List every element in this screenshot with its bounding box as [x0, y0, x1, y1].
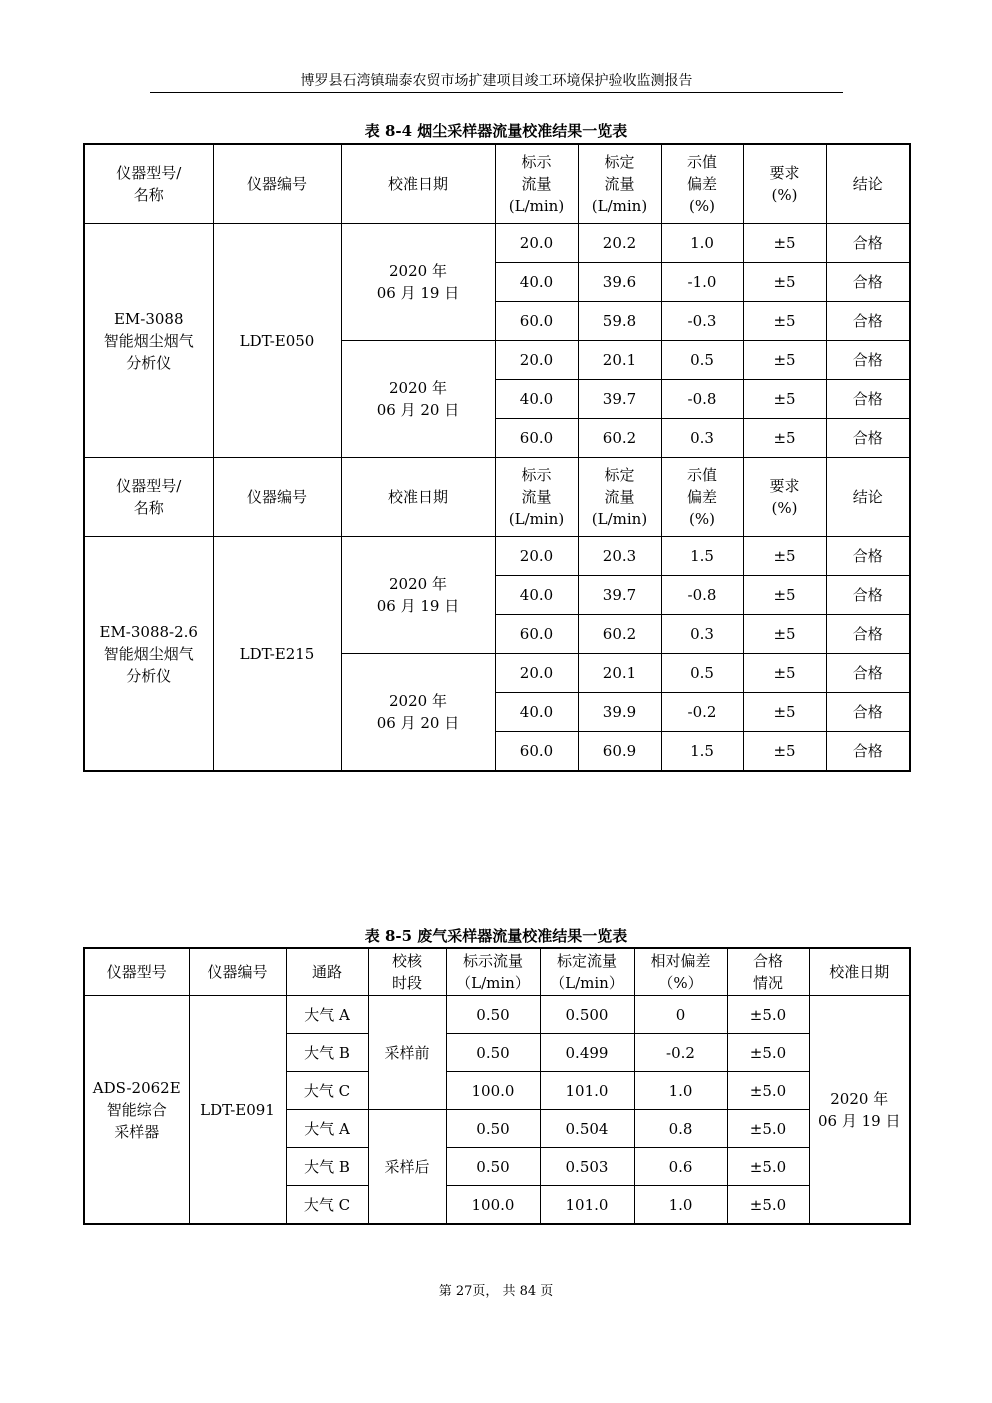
deviation-cell: -0.3	[661, 302, 743, 341]
instrument-model-cell: EM-3088 智能烟尘烟气 分析仪	[84, 224, 213, 458]
column-header: 仪器编号	[213, 144, 341, 224]
column-header: 通路	[286, 948, 368, 996]
instrument-id-cell: LDT-E091	[189, 996, 286, 1225]
nominal-flow-cell: 60.0	[495, 615, 578, 654]
channel-cell: 大气 A	[286, 1110, 368, 1148]
column-header: 仪器型号/ 名称	[84, 144, 213, 224]
nominal-flow-cell: 40.0	[495, 576, 578, 615]
table-row	[84, 224, 910, 263]
calibrated-flow-cell: 0.500	[540, 996, 634, 1034]
gas-sampler-calibration-table	[83, 947, 911, 1225]
requirement-cell: ±5	[743, 341, 826, 380]
qualification-cell: ±5.0	[727, 1072, 809, 1110]
calibrated-flow-cell: 39.6	[578, 263, 661, 302]
requirement-cell: ±5	[743, 263, 826, 302]
calibrated-flow-cell: 39.9	[578, 693, 661, 732]
column-header: 仪器编号	[189, 948, 286, 996]
column-header: 标定 流量 (L/min)	[578, 458, 661, 537]
requirement-cell: ±5	[743, 732, 826, 772]
calibrated-flow-cell: 20.3	[578, 537, 661, 576]
conclusion-cell: 合格	[826, 537, 910, 576]
conclusion-cell: 合格	[826, 224, 910, 263]
requirement-cell: ±5	[743, 615, 826, 654]
nominal-flow-cell: 20.0	[495, 341, 578, 380]
channel-cell: 大气 C	[286, 1186, 368, 1225]
qualification-cell: ±5.0	[727, 996, 809, 1034]
deviation-cell: 0.3	[661, 419, 743, 458]
conclusion-cell: 合格	[826, 615, 910, 654]
calibrated-flow-cell: 39.7	[578, 576, 661, 615]
instrument-id-cell: LDT-E050	[213, 224, 341, 458]
requirement-cell: ±5	[743, 576, 826, 615]
qualification-cell: ±5.0	[727, 1110, 809, 1148]
column-header: 相对偏差 （%）	[634, 948, 727, 996]
conclusion-cell: 合格	[826, 693, 910, 732]
calibrated-flow-cell: 59.8	[578, 302, 661, 341]
relative-deviation-cell: 1.0	[634, 1186, 727, 1225]
deviation-cell: 1.5	[661, 732, 743, 772]
requirement-cell: ±5	[743, 302, 826, 341]
calibrated-flow-cell: 101.0	[540, 1072, 634, 1110]
channel-cell: 大气 B	[286, 1148, 368, 1186]
requirement-cell: ±5	[743, 380, 826, 419]
conclusion-cell: 合格	[826, 654, 910, 693]
nominal-flow-cell: 20.0	[495, 654, 578, 693]
requirement-cell: ±5	[743, 654, 826, 693]
deviation-cell: 1.0	[661, 224, 743, 263]
calibrated-flow-cell: 60.9	[578, 732, 661, 772]
table-row	[84, 537, 910, 576]
column-header: 仪器型号/ 名称	[84, 458, 213, 537]
deviation-cell: 0.5	[661, 654, 743, 693]
table-header-row	[84, 458, 910, 537]
requirement-cell: ±5	[743, 224, 826, 263]
requirement-cell: ±5	[743, 419, 826, 458]
column-header: 要求 (%)	[743, 458, 826, 537]
conclusion-cell: 合格	[826, 341, 910, 380]
calibrated-flow-cell: 20.1	[578, 341, 661, 380]
deviation-cell: -0.2	[661, 693, 743, 732]
nominal-flow-cell: 0.50	[446, 996, 540, 1034]
relative-deviation-cell: 0.8	[634, 1110, 727, 1148]
column-header: 标示 流量 (L/min)	[495, 144, 578, 224]
table-header-row	[84, 144, 910, 224]
deviation-cell: -1.0	[661, 263, 743, 302]
requirement-cell: ±5	[743, 537, 826, 576]
smoke-sampler-calibration-table	[83, 143, 911, 772]
period-cell: 采样前	[368, 996, 446, 1110]
nominal-flow-cell: 60.0	[495, 732, 578, 772]
column-header: 校准日期	[341, 144, 495, 224]
column-header: 校准日期	[341, 458, 495, 537]
page-footer: 第 27页， 共 84 页	[438, 1284, 554, 1299]
column-header: 校准日期	[809, 948, 910, 996]
column-header: 示值 偏差 (%)	[661, 458, 743, 537]
nominal-flow-cell: 100.0	[446, 1072, 540, 1110]
nominal-flow-cell: 60.0	[495, 419, 578, 458]
nominal-flow-cell: 60.0	[495, 302, 578, 341]
nominal-flow-cell: 100.0	[446, 1186, 540, 1225]
relative-deviation-cell: -0.2	[634, 1034, 727, 1072]
column-header: 仪器编号	[213, 458, 341, 537]
calibration-date-cell: 2020 年 06 月 20 日	[341, 654, 495, 772]
column-header: 标示 流量 (L/min)	[495, 458, 578, 537]
column-header: 标定流量 （L/min）	[540, 948, 634, 996]
qualification-cell: ±5.0	[727, 1034, 809, 1072]
deviation-cell: 0.3	[661, 615, 743, 654]
calibration-date-cell: 2020 年 06 月 19 日	[341, 224, 495, 341]
calibrated-flow-cell: 60.2	[578, 615, 661, 654]
column-header: 结论	[826, 144, 910, 224]
table-header-row	[84, 948, 910, 996]
calibrated-flow-cell: 101.0	[540, 1186, 634, 1225]
calibrated-flow-cell: 0.503	[540, 1148, 634, 1186]
deviation-cell: 1.5	[661, 537, 743, 576]
calibration-date-cell: 2020 年 06 月 20 日	[341, 341, 495, 458]
qualification-cell: ±5.0	[727, 1148, 809, 1186]
relative-deviation-cell: 0	[634, 996, 727, 1034]
column-header: 示值 偏差 (%)	[661, 144, 743, 224]
nominal-flow-cell: 0.50	[446, 1148, 540, 1186]
report-header: 博罗县石湾镇瑞泰农贸市场扩建项目竣工环境保护验收监测报告	[150, 70, 843, 93]
channel-cell: 大气 A	[286, 996, 368, 1034]
conclusion-cell: 合格	[826, 380, 910, 419]
channel-cell: 大气 B	[286, 1034, 368, 1072]
deviation-cell: -0.8	[661, 576, 743, 615]
instrument-model-cell: ADS-2062E 智能综合 采样器	[84, 996, 189, 1225]
requirement-cell: ±5	[743, 693, 826, 732]
calibrated-flow-cell: 0.499	[540, 1034, 634, 1072]
column-header: 仪器型号	[84, 948, 189, 996]
calibrated-flow-cell: 60.2	[578, 419, 661, 458]
nominal-flow-cell: 20.0	[495, 224, 578, 263]
table2-caption: 表 8-5 废气采样器流量校准结果一览表	[364, 927, 628, 945]
relative-deviation-cell: 0.6	[634, 1148, 727, 1186]
table1-caption: 表 8-4 烟尘采样器流量校准结果一览表	[364, 122, 628, 140]
nominal-flow-cell: 40.0	[495, 380, 578, 419]
deviation-cell: 0.5	[661, 341, 743, 380]
conclusion-cell: 合格	[826, 732, 910, 772]
calibrated-flow-cell: 39.7	[578, 380, 661, 419]
conclusion-cell: 合格	[826, 263, 910, 302]
conclusion-cell: 合格	[826, 576, 910, 615]
relative-deviation-cell: 1.0	[634, 1072, 727, 1110]
nominal-flow-cell: 0.50	[446, 1110, 540, 1148]
deviation-cell: -0.8	[661, 380, 743, 419]
instrument-model-cell: EM-3088-2.6 智能烟尘烟气 分析仪	[84, 537, 213, 772]
table-row	[84, 996, 910, 1034]
column-header: 标定 流量 (L/min)	[578, 144, 661, 224]
nominal-flow-cell: 20.0	[495, 537, 578, 576]
instrument-id-cell: LDT-E215	[213, 537, 341, 772]
calibration-date-cell: 2020 年 06 月 19 日	[809, 996, 910, 1225]
calibrated-flow-cell: 20.1	[578, 654, 661, 693]
column-header: 结论	[826, 458, 910, 537]
nominal-flow-cell: 0.50	[446, 1034, 540, 1072]
column-header: 校核 时段	[368, 948, 446, 996]
conclusion-cell: 合格	[826, 302, 910, 341]
qualification-cell: ±5.0	[727, 1186, 809, 1225]
calibration-date-cell: 2020 年 06 月 19 日	[341, 537, 495, 654]
period-cell: 采样后	[368, 1110, 446, 1225]
conclusion-cell: 合格	[826, 419, 910, 458]
channel-cell: 大气 C	[286, 1072, 368, 1110]
column-header: 标示流量 （L/min）	[446, 948, 540, 996]
column-header: 合格 情况	[727, 948, 809, 996]
column-header: 要求 (%)	[743, 144, 826, 224]
calibrated-flow-cell: 20.2	[578, 224, 661, 263]
calibrated-flow-cell: 0.504	[540, 1110, 634, 1148]
nominal-flow-cell: 40.0	[495, 693, 578, 732]
nominal-flow-cell: 40.0	[495, 263, 578, 302]
